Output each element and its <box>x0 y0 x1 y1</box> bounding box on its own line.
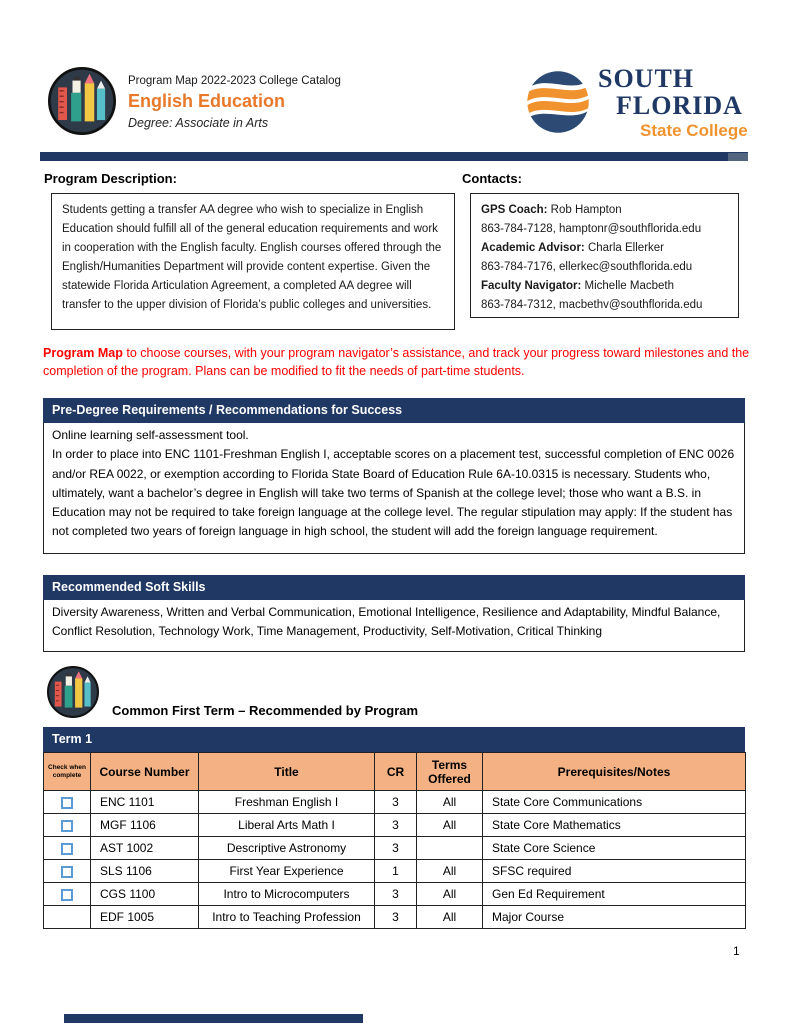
contact-name: Charla Ellerker <box>584 241 664 254</box>
col-course-number: Course Number <box>91 753 199 791</box>
table-header-row <box>44 753 746 791</box>
contact-academic-advisor-detail: 863-784-7176, ellerkec@southflorida.edu <box>481 260 693 273</box>
course-title-cell: Liberal Arts Math I <box>199 814 375 837</box>
degree-line: Degree: Associate in Arts <box>128 116 269 130</box>
col-cr: CR <box>375 753 417 791</box>
course-number-cell: EDF 1005 <box>91 906 199 929</box>
page-number: 1 <box>733 944 740 958</box>
col-title: Title <box>199 753 375 791</box>
notes-cell: Major Course <box>483 906 746 929</box>
col-check-when-complete: Check when complete <box>44 753 91 791</box>
contact-faculty-navigator <box>481 277 728 296</box>
common-first-term-heading: Common First Term – Recommended by Program <box>112 703 419 718</box>
notes-cell: State Core Mathematics <box>483 814 746 837</box>
course-number-cell: MGF 1106 <box>91 814 199 837</box>
program-description-text: Students getting a transfer AA degree who wish to specialize in English Education should fulfill all of the general education requirements and work in cooperation with the English faculty. English courses offered through the English/Humanities Department will provide content expertise. Given the statewide Florida Articulation Agreement, a completed AA degree will transfer to the upper division of Florida’s public colleges and universities. <box>62 204 442 311</box>
complete-checkbox[interactable] <box>61 797 73 809</box>
complete-checkbox[interactable] <box>61 889 73 901</box>
checkbox-cell <box>44 883 91 906</box>
contact-gps-coach-detail: 863-784-7128, hamptonr@southflorida.edu <box>481 222 702 235</box>
header-text-block <box>128 75 341 130</box>
logo-word-state-college: State College <box>640 121 748 140</box>
credits-cell: 1 <box>375 860 417 883</box>
logo-word-florida: FLORIDA <box>616 91 743 120</box>
credits-cell: 3 <box>375 837 417 860</box>
catalog-line: Program Map 2022-2023 College Catalog <box>128 75 341 87</box>
sfsc-logo <box>524 66 748 139</box>
notes-cell: Gen Ed Requirement <box>483 883 746 906</box>
contact-label: Faculty Navigator: <box>481 279 582 292</box>
contacts-box <box>470 193 739 318</box>
course-number-cell: ENC 1101 <box>91 791 199 814</box>
table-row <box>44 837 746 860</box>
header-rule-tip <box>728 153 748 161</box>
program-description-heading: Program Description: <box>44 171 177 186</box>
checkbox-cell <box>44 814 91 837</box>
contacts-heading: Contacts: <box>462 171 522 186</box>
contact-name: Rob Hampton <box>547 204 622 216</box>
pre-degree-line2: In order to place into ENC 1101-Freshman English I, acceptable scores on a placement test, successful completion of ENC 0026 and/or REA 0022, or exemption according to Florida State Board of Education Rule 6A-10.0315 is necessary. Students who, ultimately, want a bachelor’s degree in English will take two terms of Spanish at the college level; those who want a B.S. in Education may not be required to take foreign language at the college level. The regular stipulation may apply: If the student has not completed two years of foreign language in high school, the student will add the foreign language requirement. <box>52 447 735 539</box>
course-number-cell: CGS 1100 <box>91 883 199 906</box>
terms-offered-cell: All <box>417 906 483 929</box>
col-prerequisites-notes: Prerequisites/Notes <box>483 753 746 791</box>
table-row <box>44 791 746 814</box>
table-row <box>44 883 746 906</box>
sfsc-globe-icon <box>524 70 592 134</box>
course-table <box>43 752 746 929</box>
pencils-icon <box>47 666 99 718</box>
terms-offered-cell: All <box>417 860 483 883</box>
terms-offered-cell: All <box>417 791 483 814</box>
program-description-box <box>51 193 455 330</box>
checkbox-cell-empty <box>44 906 91 929</box>
contact-name: Michelle Macbeth <box>581 279 675 292</box>
course-title-cell: First Year Experience <box>199 860 375 883</box>
terms-offered-cell: All <box>417 814 483 837</box>
course-title-cell: Intro to Teaching Profession <box>199 906 375 929</box>
complete-checkbox[interactable] <box>61 866 73 878</box>
checkbox-cell <box>44 791 91 814</box>
soft-skills-box <box>43 600 745 652</box>
contact-academic-advisor <box>481 239 728 258</box>
contact-faculty-navigator-detail: 863-784-7312, macbethv@southflorida.edu <box>481 298 703 311</box>
footer-rule <box>64 1014 363 1023</box>
program-title: English Education <box>128 91 286 111</box>
course-title-cell: Intro to Microcomputers <box>199 883 375 906</box>
sfsc-logo-text <box>598 66 748 139</box>
program-map-note-lead: Program Map <box>43 346 123 360</box>
terms-offered-cell: All <box>417 883 483 906</box>
notes-cell: State Core Communications <box>483 791 746 814</box>
soft-skills-banner: Recommended Soft Skills <box>43 575 745 600</box>
terms-offered-cell <box>417 837 483 860</box>
pre-degree-banner: Pre-Degree Requirements / Recommendations for Success <box>43 398 745 423</box>
course-number-cell: AST 1002 <box>91 837 199 860</box>
term-1-banner: Term 1 <box>43 727 745 752</box>
table-row <box>44 814 746 837</box>
program-map-note-rest: to choose courses, with your program navigator’s assistance, and track your progress toward milestones and the completion of the program. Plans can be modified to fit the needs of part-time students. <box>43 346 750 378</box>
course-title-cell: Descriptive Astronomy <box>199 837 375 860</box>
credits-cell: 3 <box>375 883 417 906</box>
complete-checkbox[interactable] <box>61 820 73 832</box>
course-title-cell: Freshman English I <box>199 791 375 814</box>
pre-degree-box <box>43 423 745 554</box>
program-map-note <box>43 344 750 380</box>
checkbox-cell <box>44 837 91 860</box>
header-rule <box>40 152 748 161</box>
contact-label: Academic Advisor: <box>481 241 585 254</box>
course-number-cell: SLS 1106 <box>91 860 199 883</box>
contact-gps-coach <box>481 201 728 220</box>
table-row <box>44 906 746 929</box>
logo-word-south: SOUTH <box>598 64 695 93</box>
credits-cell: 3 <box>375 906 417 929</box>
credits-cell: 3 <box>375 814 417 837</box>
pencils-icon <box>48 67 116 135</box>
notes-cell: SFSC required <box>483 860 746 883</box>
col-terms-offered: Terms Offered <box>417 753 483 791</box>
soft-skills-text: Diversity Awareness, Written and Verbal Communication, Emotional Intelligence, Resilience and Adaptability, Mindful Balance, Conflict Resolution, Technology Work, Time Management, Productivity, Self-Motivation, Critical Thinking <box>52 605 721 638</box>
pre-degree-line1: Online learning self-assessment tool. <box>52 428 249 442</box>
table-row <box>44 860 746 883</box>
credits-cell: 3 <box>375 791 417 814</box>
notes-cell: State Core Science <box>483 837 746 860</box>
checkbox-cell <box>44 860 91 883</box>
complete-checkbox[interactable] <box>61 843 73 855</box>
contact-label: GPS Coach: <box>481 204 548 216</box>
